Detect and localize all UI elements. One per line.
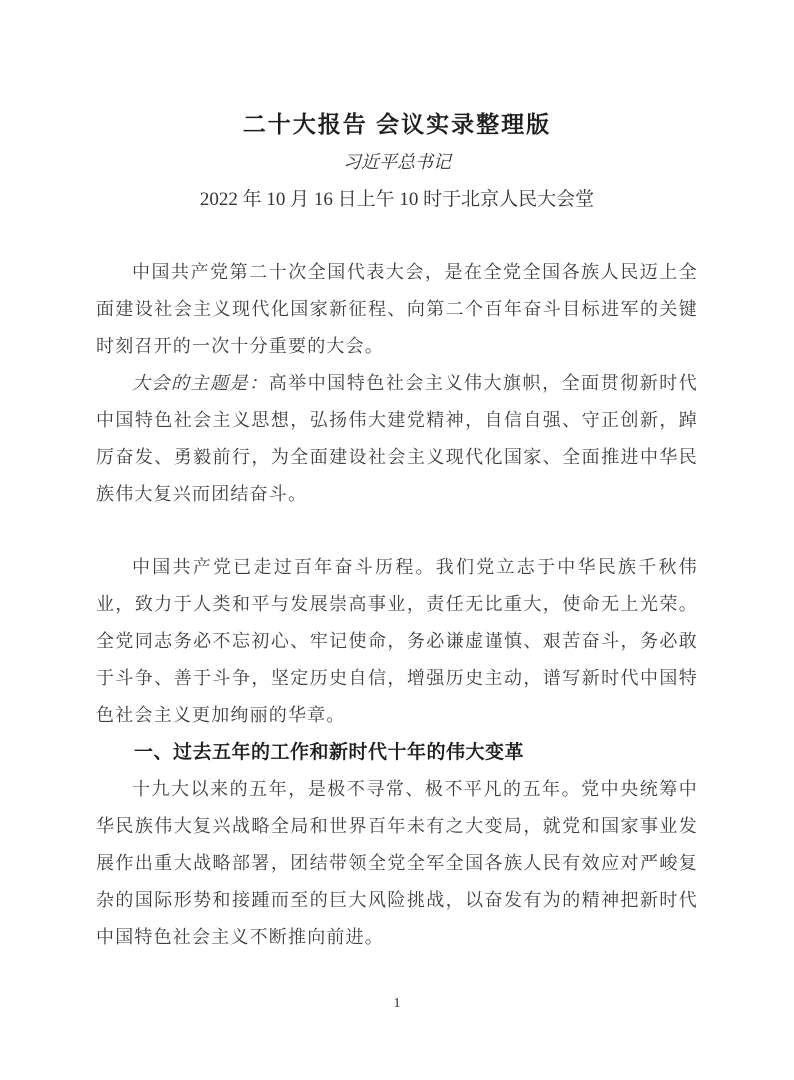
document-title: 二十大报告 会议实录整理版 xyxy=(242,111,552,137)
paragraph-century: 中国共产党已走过百年奋斗历程。我们党立志于中华民族千秋伟业，致力于人类和平与发展崇高事业，责任无比重大，使命无上光荣。全党同志务必不忘初心、牢记使命，务必谦虚谨慎、艰苦奋斗，务必敢于斗争、善于斗争，坚定历史自信，增强历史主动，谱写新时代中国特色社会主义更加绚丽的华章。 xyxy=(96,557,698,725)
paragraph-theme-text: 高举中国特色社会主义伟大旗帜，全面贯彻新时代中国特色社会主义思想，弘扬伟大建党精神，自信自强、守正创新，踔厉奋发、勇毅前行，为全面建设社会主义现代化国家、全面推进中华民族伟大复兴而团结奋斗。 xyxy=(96,373,698,504)
page-number: 1 xyxy=(393,996,401,1011)
paragraph-five-years: 十九大以来的五年，是极不寻常、极不平凡的五年。党中央统筹中华民族伟大复兴战略全局和世界百年未有之大变局，就党和国家事业发展作出重大战略部署，团结带领全党全军全国各族人民有效应对严峻复杂的国际形势和接踵而至的巨大风险挑战，以奋发有为的精神把新时代中国特色社会主义不断推向前进。 xyxy=(96,779,698,947)
document-content xyxy=(96,0,698,956)
paragraph-intro: 中国共产党第二十次全国代表大会，是在全党全国各族人民迈上全面建设社会主义现代化国家新征程、向第二个百年奋斗目标进军的关键时刻召开的一次十分重要的大会。 xyxy=(96,262,698,356)
paragraph-theme xyxy=(96,365,698,513)
document-dateline: 2022 年 10 月 16 日上午 10 时于北京人民大会堂 xyxy=(199,189,595,210)
section-1-heading: 一、过去五年的工作和新时代十年的伟大变革 xyxy=(134,742,525,763)
document-byline: 习近平总书记 xyxy=(343,152,451,172)
document-body xyxy=(96,254,698,956)
paragraph-theme-lead: 大会的主题是： xyxy=(132,373,269,393)
